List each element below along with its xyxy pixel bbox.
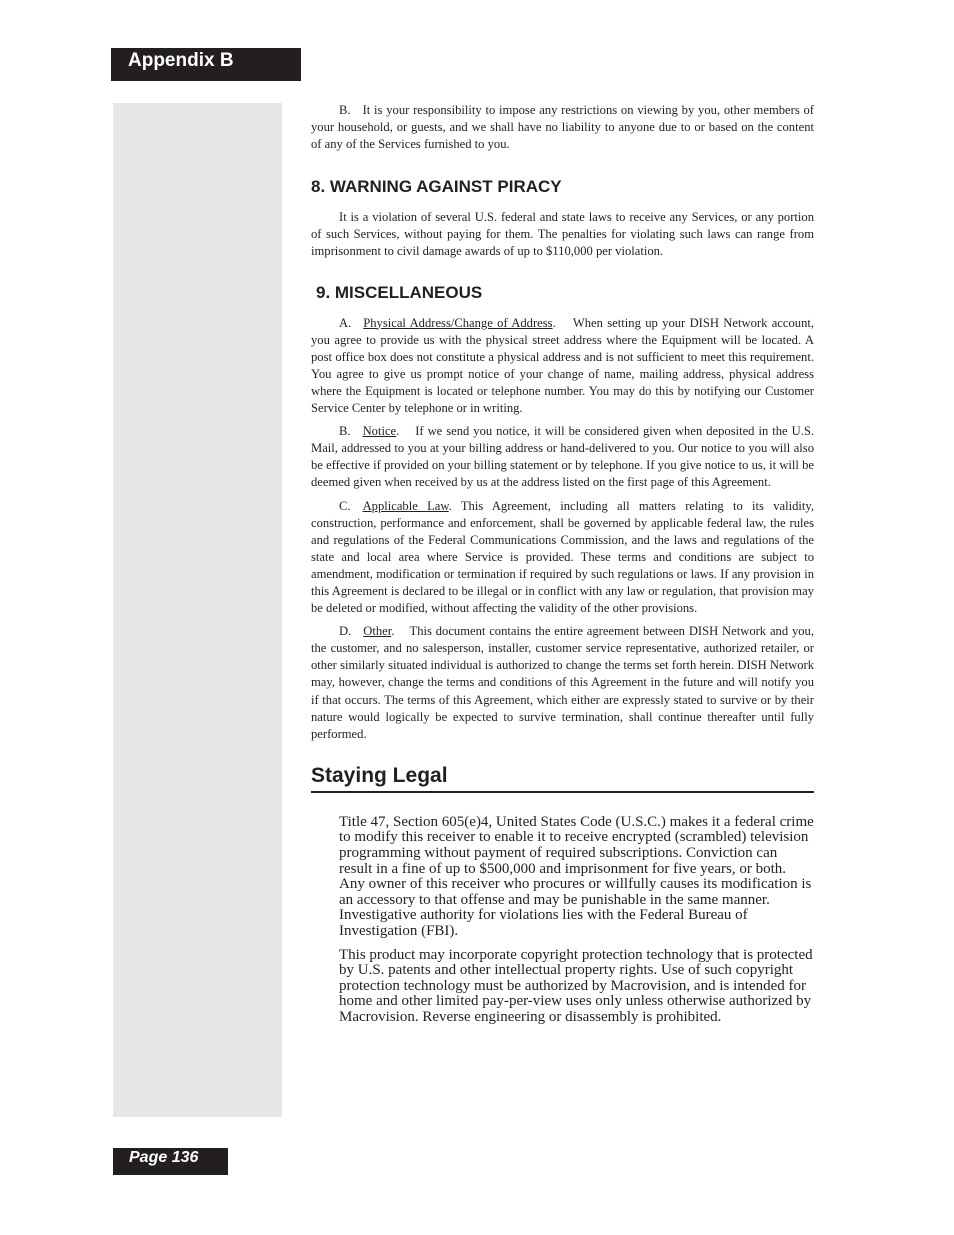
- paragraph-text: It is your responsibility to impose any restrictions on viewing by you, other members of your household, or guests, and we shall have no liability to anyone due to or based on the content of any of the Services furnished to you.: [311, 103, 814, 152]
- staying-legal-paragraph-2: This product may incorporate copyright protection technology that is protected by U.S. patents and other intellectual property rights. Use of such copyright protection technology must be authorized by Macrovision, and is intended for home and other limited pay-per-view uses only unless otherwise authorized by Macrovision. Reverse engineering or disassembly is prohibited.: [339, 946, 813, 1025]
- item-text: This document contains the entire agreement between DISH Network and you, the customer, and no salesperson, installer, customer service representative, authorized retailer, or other similarly situated individual is authorized to change the terms set forth herein. DISH Network may, however, change the terms and conditions of this Agreement in the future and will notify you if that occurs. The terms of this Agreement, which either are expressly stated to survive or by their nature would logically be expected to survive termination, shall continue thereafter until fully performed.: [311, 624, 814, 741]
- section-9-item-a: A. Physical Address/Change of Address. When setting up your DISH Network account, you agree to provide us with the physical street address where the Equipment will be located. A post office box does not constitute a physical address and is not sufficient to meet this requirement. You agree to give us prompt notice of your change of name, mailing address, physical address where the Equipment is located or telephone number. You may do this by notifying our Customer Service Center by telephone or in writing.: [311, 315, 815, 416]
- section-9-heading: 9. MISCELLANEOUS: [316, 282, 483, 302]
- item-title: Physical Address/Change of Address: [363, 315, 553, 330]
- item-lead: C.: [339, 498, 351, 513]
- item-text: This Agreement, including all matters relating to its validity, construction, performance and enforcement, shall be governed by applicable federal law, the rules and regulations of the Federal Communications Commission, and the laws and regulations of the state and local area where Service is provided. These terms and conditions are subject to amendment, modification or termination if required by such regulations or laws. If any provision in this Agreement is declared to be illegal or in conflict with any law or regulation, that provision may be deleted or modified, without affecting the validity of the other provisions.: [311, 498, 815, 616]
- section-8-paragraph: It is a violation of several U.S. federal and state laws to receive any Services, or any portion of such Services, without paying for them. The penalties for violating such laws can range from imprisonment to civil damage awards of up to $110,000 per violation.: [311, 210, 814, 259]
- page-number-label: Page 136: [129, 1149, 199, 1166]
- item-text: If we send you notice, it will be considered given when deposited in the U.S. Mail, addressed to you at your billing address or hand-delivered to you. Our notice to you will also be effective if provided on your billing statement or by telephone. If you give notice to us, it will be deemed given when received by us at the address listed on the first page of this Agreement.: [311, 424, 814, 490]
- paragraph-lead: B.: [339, 103, 351, 117]
- item-lead: A.: [339, 315, 352, 330]
- item-lead: D.: [339, 624, 352, 639]
- appendix-header-tab: [111, 48, 301, 81]
- item-title: Notice: [362, 424, 397, 439]
- section-9-item-c: C. Applicable Law. This Agreement, including all matters relating to its validity, construction, performance and enforcement, shall be governed by applicable federal law, the rules and regulations of the Federal Communications Commission, and the laws and regulations of the state and local area where Service is provided. These terms and conditions are subject to amendment, modification or termination if required by such regulations or laws. If any provision in this Agreement is declared to be illegal or in conflict with any law or regulation, that provision may be deleted or modified, without affecting the validity of the other provisions.: [311, 498, 815, 616]
- sidebar-margin-panel: [113, 103, 282, 1117]
- staying-legal-heading: Staying Legal: [311, 763, 814, 793]
- section-9-item-d: D. Other. This document contains the entire agreement between DISH Network and you, the customer, and no salesperson, installer, customer service representative, authorized retailer, or other similarly situated individual is authorized to change the terms set forth herein. DISH Network may, however, change the terms and conditions of this Agreement in the future and will notify you if that occurs. The terms of this Agreement, which either are expressly stated to survive or by their nature would logically be expected to survive termination, shall continue thereafter until fully performed.: [311, 624, 814, 741]
- section-8-heading: 8. WARNING AGAINST PIRACY: [311, 177, 562, 197]
- page-number-tab: [113, 1148, 228, 1175]
- staying-legal-paragraph-1: Title 47, Section 605(e)4, United States Code (U.S.C.) makes it a federal crime to modify this receiver to enable it to receive encrypted (scrambled) television programming without payment of required subscriptions. Conviction can result in a fine of up to $500,000 and imprisonment for five years, or both. Any owner of this receiver who procures or willfully causes its modification is an accessory to that offense and may be punishable in the same manner. Investigative authority for violations lies with the Federal Bureau of Investigation (FBI).: [339, 813, 814, 939]
- page-content: [311, 102, 814, 1034]
- section-9-item-b: B. Notice. If we send you notice, it will be considered given when deposited in the U.S. Mail, addressed to you at your billing address or hand-delivered to you. Our notice to you will also be effective if provided on your billing statement or by telephone. If you give notice to us, it will be deemed given when received by us at the address listed on the first page of this Agreement.: [311, 424, 814, 490]
- item-lead: B.: [339, 424, 351, 439]
- item-title: Other: [363, 624, 392, 639]
- paragraph-b-responsibility: [311, 102, 814, 153]
- item-title: Applicable Law: [362, 498, 449, 513]
- appendix-title: Appendix B: [128, 50, 234, 71]
- item-text: When setting up your DISH Network account, you agree to provide us with the physical street address where the Equipment will be located. A post office box does not constitute a physical address and is not sufficient to meet this requirement. You agree to give us prompt notice of your change of name, mailing address, physical address where the Equipment is located or telephone number. You may do this by notifying our Customer Service Center by telephone or in writing.: [311, 315, 815, 416]
